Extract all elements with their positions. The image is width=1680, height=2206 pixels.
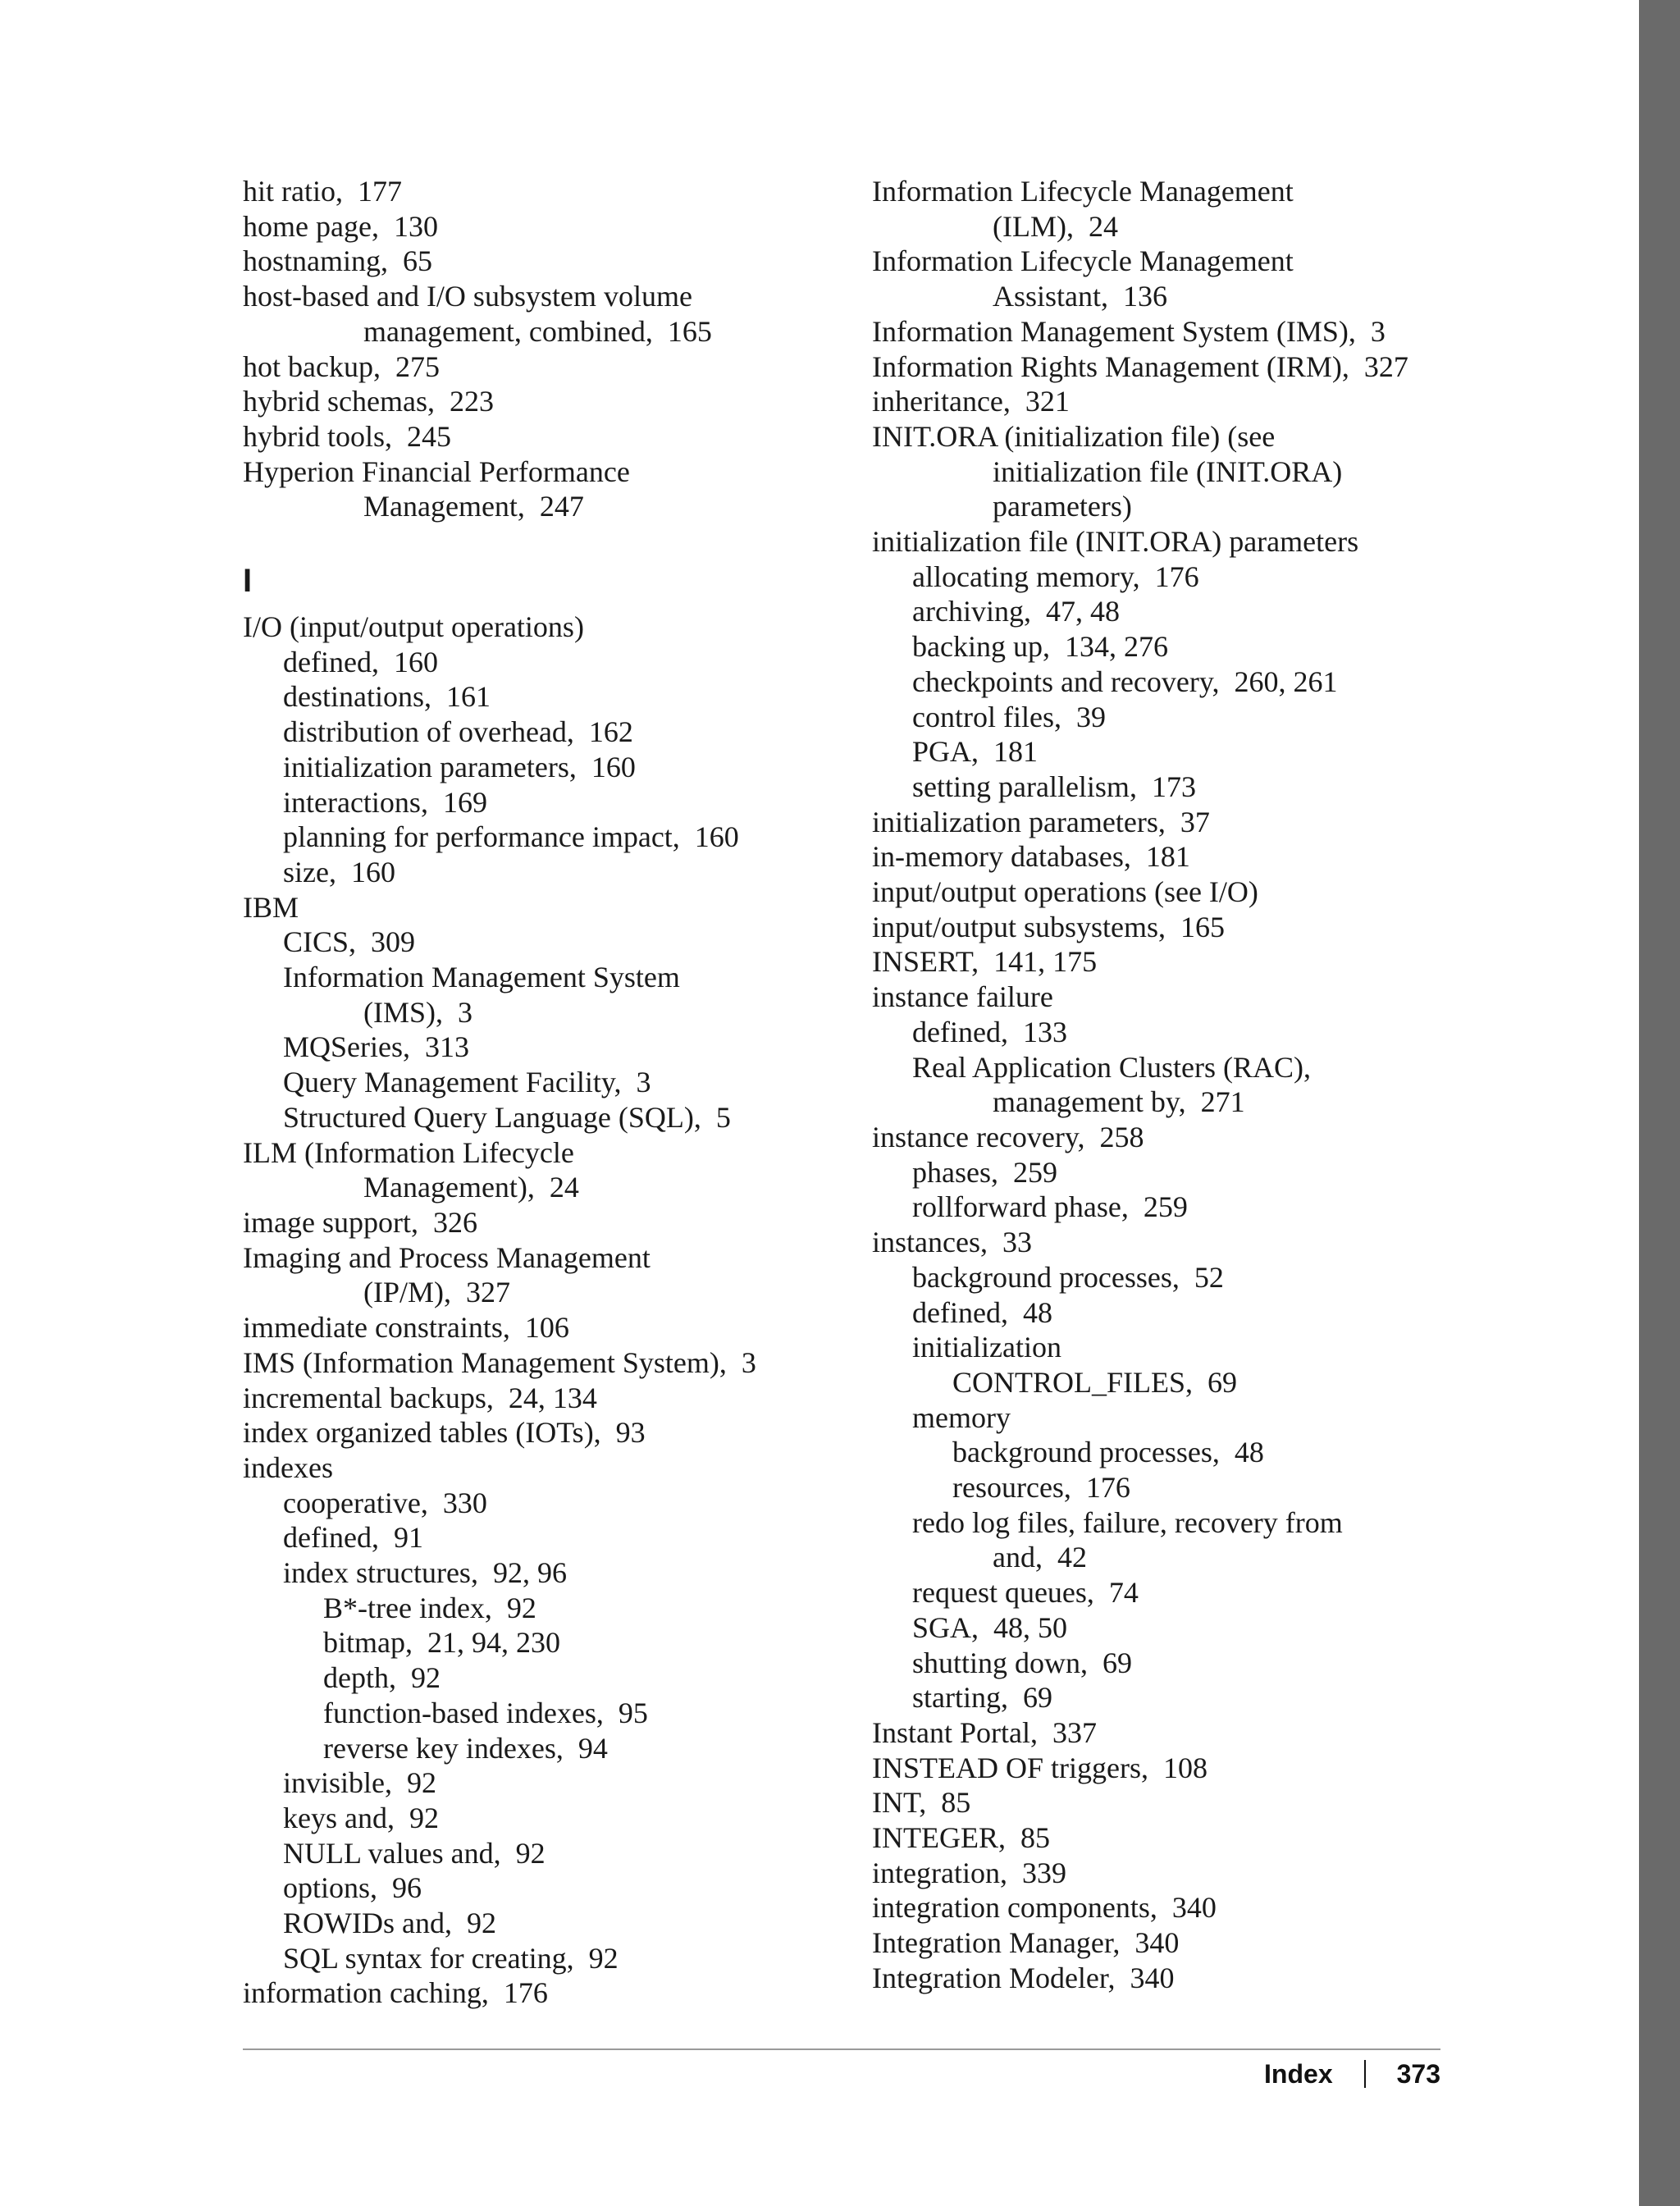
index-letter-heading: I <box>243 563 253 600</box>
index-subentry: options, 96 <box>283 1871 422 1905</box>
index-entry: Integration Modeler, 340 <box>872 1961 1175 1994</box>
index-subentry: Information Management System <box>283 961 680 994</box>
index-column-right <box>872 174 1495 1996</box>
index-subentry: ROWIDs and, 92 <box>283 1907 496 1940</box>
index-entry: IMS (Information Management System), 3 <box>243 1345 756 1379</box>
index-entry: Information Management System (IMS), 3 <box>872 314 1386 348</box>
index-subentry: management by, 271 <box>993 1085 1245 1119</box>
index-subentry: checkpoints and recovery, 260, 261 <box>912 665 1338 698</box>
index-subentry: background processes, 52 <box>912 1260 1224 1294</box>
footer-section-label: Index <box>1264 2059 1333 2089</box>
index-entry: information caching, 176 <box>243 1976 548 2010</box>
index-entry: IBM <box>243 890 299 924</box>
index-subentry: reverse key indexes, 94 <box>323 1731 608 1765</box>
index-subentry: initialization parameters, 160 <box>283 750 636 783</box>
index-subentry: distribution of overhead, 162 <box>283 715 633 749</box>
index-entry: Information Lifecycle Management <box>872 175 1294 208</box>
index-entry: INT, 85 <box>872 1786 971 1820</box>
index-subentry: request queues, 74 <box>912 1576 1139 1610</box>
index-entry: incremental backups, 24, 134 <box>243 1381 597 1414</box>
index-entry: INTEGER, 85 <box>872 1821 1050 1855</box>
index-entry: image support, 326 <box>243 1205 477 1239</box>
index-entry: hybrid tools, 245 <box>243 419 452 453</box>
index-entry: Information Lifecycle Management <box>872 244 1294 278</box>
index-entry: index organized tables (IOTs), 93 <box>243 1416 646 1450</box>
index-entry: hostnaming, 65 <box>243 244 432 278</box>
index-subentry: background processes, 48 <box>952 1436 1264 1469</box>
index-entry: Instant Portal, 337 <box>872 1715 1097 1749</box>
index-subentry: size, 160 <box>283 855 395 888</box>
index-subentry: defined, 133 <box>912 1015 1067 1048</box>
index-subentry: (IP/M), 327 <box>363 1276 510 1309</box>
index-subentry: Structured Query Language (SQL), 5 <box>283 1100 731 1134</box>
index-entry: input/output subsystems, 165 <box>872 910 1226 943</box>
index-entry: hybrid schemas, 223 <box>243 385 494 418</box>
index-entry: Imaging and Process Management <box>243 1240 651 1274</box>
page-number: 373 <box>1396 2059 1440 2089</box>
index-subentry: invisible, 92 <box>283 1766 436 1800</box>
index-subentry: (IMS), 3 <box>363 995 472 1029</box>
index-entry: instances, 33 <box>872 1226 1032 1259</box>
index-subentry: resources, 176 <box>952 1471 1130 1505</box>
index-subentry: Real Application Clusters (RAC), <box>912 1050 1311 1084</box>
index-subentry: initialization <box>912 1331 1061 1364</box>
footer-rule <box>243 2048 1440 2050</box>
index-subentry: management, combined, 165 <box>363 314 712 348</box>
index-entry: instance failure <box>872 980 1053 1014</box>
index-subentry: Management, 247 <box>363 490 584 523</box>
index-entry: Integration Manager, 340 <box>872 1926 1180 1960</box>
index-subentry: rollforward phase, 259 <box>912 1190 1188 1224</box>
index-entry: Information Rights Management (IRM), 327 <box>872 349 1408 383</box>
index-subentry: defined, 48 <box>912 1295 1052 1329</box>
index-entry: indexes <box>243 1450 333 1484</box>
index-subentry: planning for performance impact, 160 <box>283 820 739 854</box>
index-subentry: Management), 24 <box>363 1171 579 1204</box>
index-subentry: starting, 69 <box>912 1681 1052 1715</box>
index-subentry: parameters) <box>993 490 1132 523</box>
index-subentry: index structures, 92, 96 <box>283 1556 567 1590</box>
index-subentry: redo log files, failure, recovery from <box>912 1505 1343 1539</box>
index-entry: ILM (Information Lifecycle <box>243 1135 574 1169</box>
index-entry: host-based and I/O subsystem volume <box>243 280 692 313</box>
index-subentry: NULL values and, 92 <box>283 1836 546 1870</box>
index-entry: input/output operations (see I/O) <box>872 875 1258 909</box>
index-subentry: PGA, 181 <box>912 735 1039 769</box>
index-entry: initialization file (INIT.ORA) parameters <box>872 525 1359 559</box>
page-footer <box>1264 2058 1440 2090</box>
index-entry: Hyperion Financial Performance <box>243 454 630 488</box>
index-subentry: allocating memory, 176 <box>912 559 1199 593</box>
index-subentry: function-based indexes, 95 <box>323 1696 648 1729</box>
index-subentry: depth, 92 <box>323 1661 441 1695</box>
index-subentry: cooperative, 330 <box>283 1486 487 1519</box>
page-edge-strip <box>1639 0 1680 2206</box>
index-entry: integration, 339 <box>872 1856 1066 1889</box>
index-entry: in-memory databases, 181 <box>872 840 1190 874</box>
index-subentry: SQL syntax for creating, 92 <box>283 1941 619 1975</box>
index-subentry: interactions, 169 <box>283 785 487 819</box>
index-entry: instance recovery, 258 <box>872 1120 1144 1153</box>
index-entry: integration components, 340 <box>872 1891 1217 1925</box>
index-column-left <box>243 174 850 2011</box>
index-entry: INSTEAD OF triggers, 108 <box>872 1751 1208 1784</box>
index-entry: immediate constraints, 106 <box>243 1311 569 1345</box>
index-subentry: setting parallelism, 173 <box>912 770 1196 803</box>
index-subentry: phases, 259 <box>912 1155 1057 1189</box>
index-subentry: destinations, 161 <box>283 680 491 714</box>
index-subentry: (ILM), 24 <box>993 209 1118 243</box>
index-subentry: defined, 160 <box>283 645 438 678</box>
index-subentry: bitmap, 21, 94, 230 <box>323 1626 560 1660</box>
index-subentry: CICS, 309 <box>283 925 416 959</box>
index-entry: home page, 130 <box>243 209 438 243</box>
index-entry: initialization parameters, 37 <box>872 805 1210 838</box>
index-subentry: CONTROL_FILES, 69 <box>952 1365 1238 1399</box>
index-entry: INIT.ORA (initialization file) (see <box>872 419 1276 453</box>
index-subentry: keys and, 92 <box>283 1801 439 1834</box>
index-subentry: Assistant, 136 <box>993 280 1168 313</box>
index-entry: inheritance, 321 <box>872 385 1070 418</box>
index-subentry: B*-tree index, 92 <box>323 1591 536 1624</box>
index-subentry: MQSeries, 313 <box>283 1030 469 1064</box>
index-subentry: Query Management Facility, 3 <box>283 1066 651 1099</box>
index-entry: I/O (input/output operations) <box>243 610 584 644</box>
index-subentry: memory <box>912 1400 1011 1434</box>
index-subentry: archiving, 47, 48 <box>912 595 1120 628</box>
index-subentry: initialization file (INIT.ORA) <box>993 454 1343 488</box>
index-subentry: SGA, 48, 50 <box>912 1610 1068 1644</box>
index-subentry: control files, 39 <box>912 700 1106 733</box>
index-entry: INSERT, 141, 175 <box>872 945 1098 979</box>
index-subentry: shutting down, 69 <box>912 1646 1133 1679</box>
index-entry: hot backup, 275 <box>243 349 440 383</box>
index-subentry: and, 42 <box>993 1541 1087 1574</box>
index-entry: hit ratio, 177 <box>243 175 402 208</box>
index-subentry: backing up, 134, 276 <box>912 630 1168 664</box>
index-subentry: defined, 91 <box>283 1521 423 1555</box>
footer-separator <box>1364 2060 1366 2088</box>
